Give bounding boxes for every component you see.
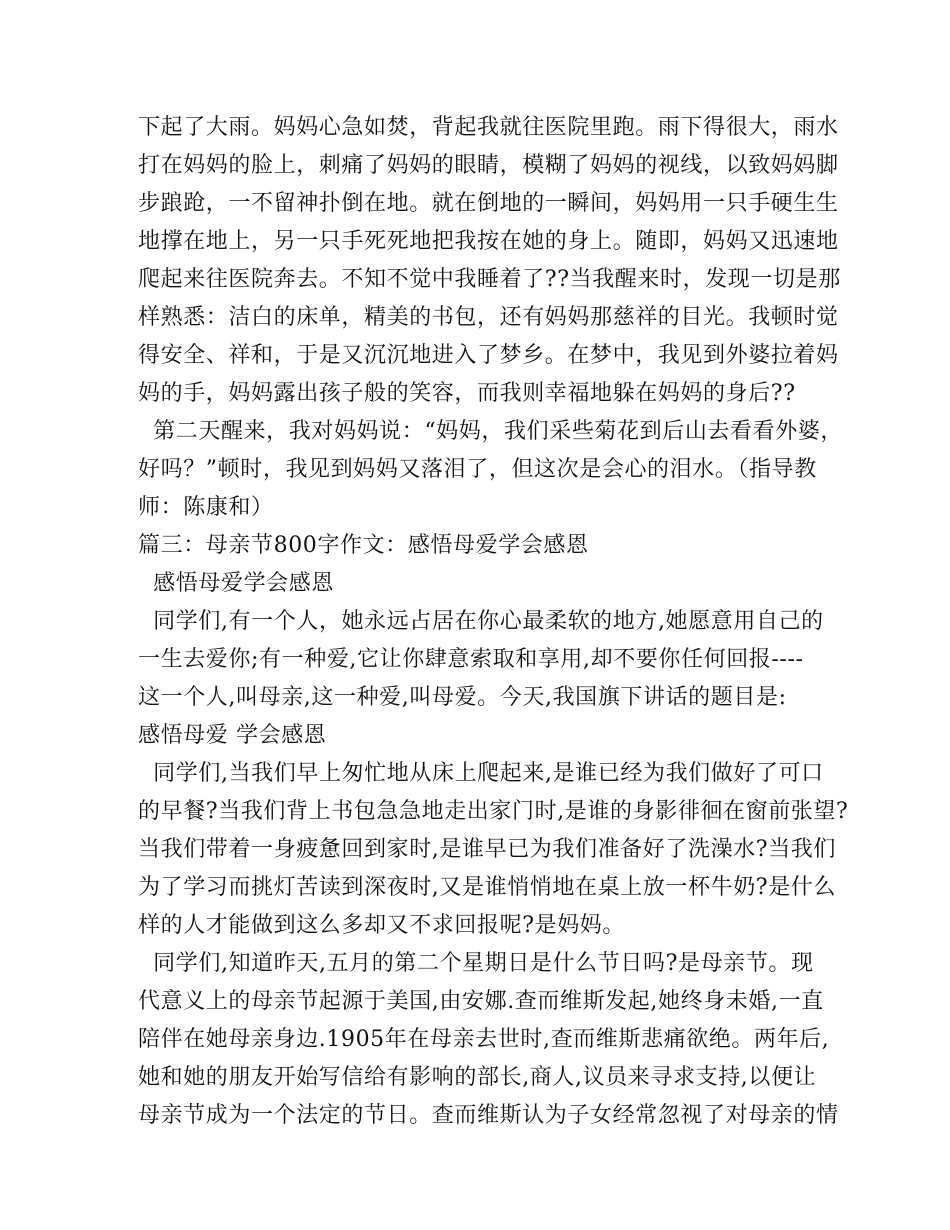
text-line: 步踉跄，一不留神扑倒在地。就在倒地的一瞬间，妈妈用一只手硬生生 [138, 191, 839, 216]
text-line: 同学们,有一个人，她永远占居在你心最柔软的地方,她愿意用自己的 [138, 609, 824, 634]
section-heading: 篇三：母亲节800字作文：感悟母爱学会感恩 [138, 533, 589, 558]
text-line: 打在妈妈的脸上，刺痛了妈妈的眼睛，模糊了妈妈的视线，以致妈妈脚 [138, 153, 839, 178]
text-line: 的早餐?当我们背上书包急急地走出家门时,是谁的身影徘徊在窗前张望? [138, 799, 849, 824]
text-line: 师：陈康和） [138, 495, 274, 520]
text-line: 为了学习而挑灯苦读到深夜时,又是谁悄悄地在桌上放一杯牛奶?是什么 [138, 875, 836, 900]
text-line: 她和她的朋友开始写信给有影响的部长,商人,议员来寻求支持,以便让 [138, 1065, 817, 1090]
text-line: 第二天醒来，我对妈妈说：“妈妈，我们采些菊花到后山去看看外婆， [138, 419, 844, 444]
text-line: 样的人才能做到这么多却又不求回报呢?是妈妈。 [138, 913, 625, 938]
text-line: 同学们,知道昨天,五月的第二个星期日是什么节日吗?是母亲节。现 [138, 951, 814, 976]
text-line: 感悟母爱 学会感恩 [138, 723, 327, 748]
text-line: 地撑在地上，另一只手死死地把我按在她的身上。随即，妈妈又迅速地 [138, 229, 839, 254]
text-line: 代意义上的母亲节起源于美国,由安娜.查而维斯发起,她终身未婚,一直 [138, 989, 824, 1014]
text-line: 好吗？”顿时，我见到妈妈又落泪了，但这次是会心的泪水。（指导教 [138, 457, 817, 482]
section-subtitle: 感悟母爱学会感恩 [138, 571, 334, 596]
text-line: 爬起来往医院奔去。不知不觉中我睡着了??当我醒来时，发现一切是那 [138, 267, 841, 292]
text-line: 妈的手，妈妈露出孩子般的笑容，而我则幸福地躲在妈妈的身后?? [138, 381, 796, 406]
text-line: 得安全、祥和，于是又沉沉地进入了梦乡。在梦中，我见到外婆拉着妈 [138, 343, 839, 368]
text-line: 下起了大雨。妈妈心急如焚，背起我就往医院里跑。雨下得很大，雨水 [138, 115, 839, 140]
text-line: 母亲节成为一个法定的节日。查而维斯认为子女经常忽视了对母亲的情 [138, 1103, 839, 1128]
text-line: 陪伴在她母亲身边.1905年在母亲去世时,查而维斯悲痛欲绝。两年后, [138, 1027, 830, 1052]
text-line: 同学们,当我们早上匆忙地从床上爬起来,是谁已经为我们做好了可口 [138, 761, 824, 786]
text-line: 一生去爱你;有一种爱,它让你肆意索取和享用,却不要你任何回报---- [138, 647, 804, 672]
text-line: 样熟悉：洁白的床单，精美的书包，还有妈妈那慈祥的目光。我顿时觉 [138, 305, 839, 330]
text-line: 这一个人,叫母亲,这一种爱,叫母爱。今天,我国旗下讲话的题目是: [138, 685, 787, 710]
text-line: 当我们带着一身疲惫回到家时,是谁早已为我们准备好了洗澡水?当我们 [138, 837, 836, 862]
